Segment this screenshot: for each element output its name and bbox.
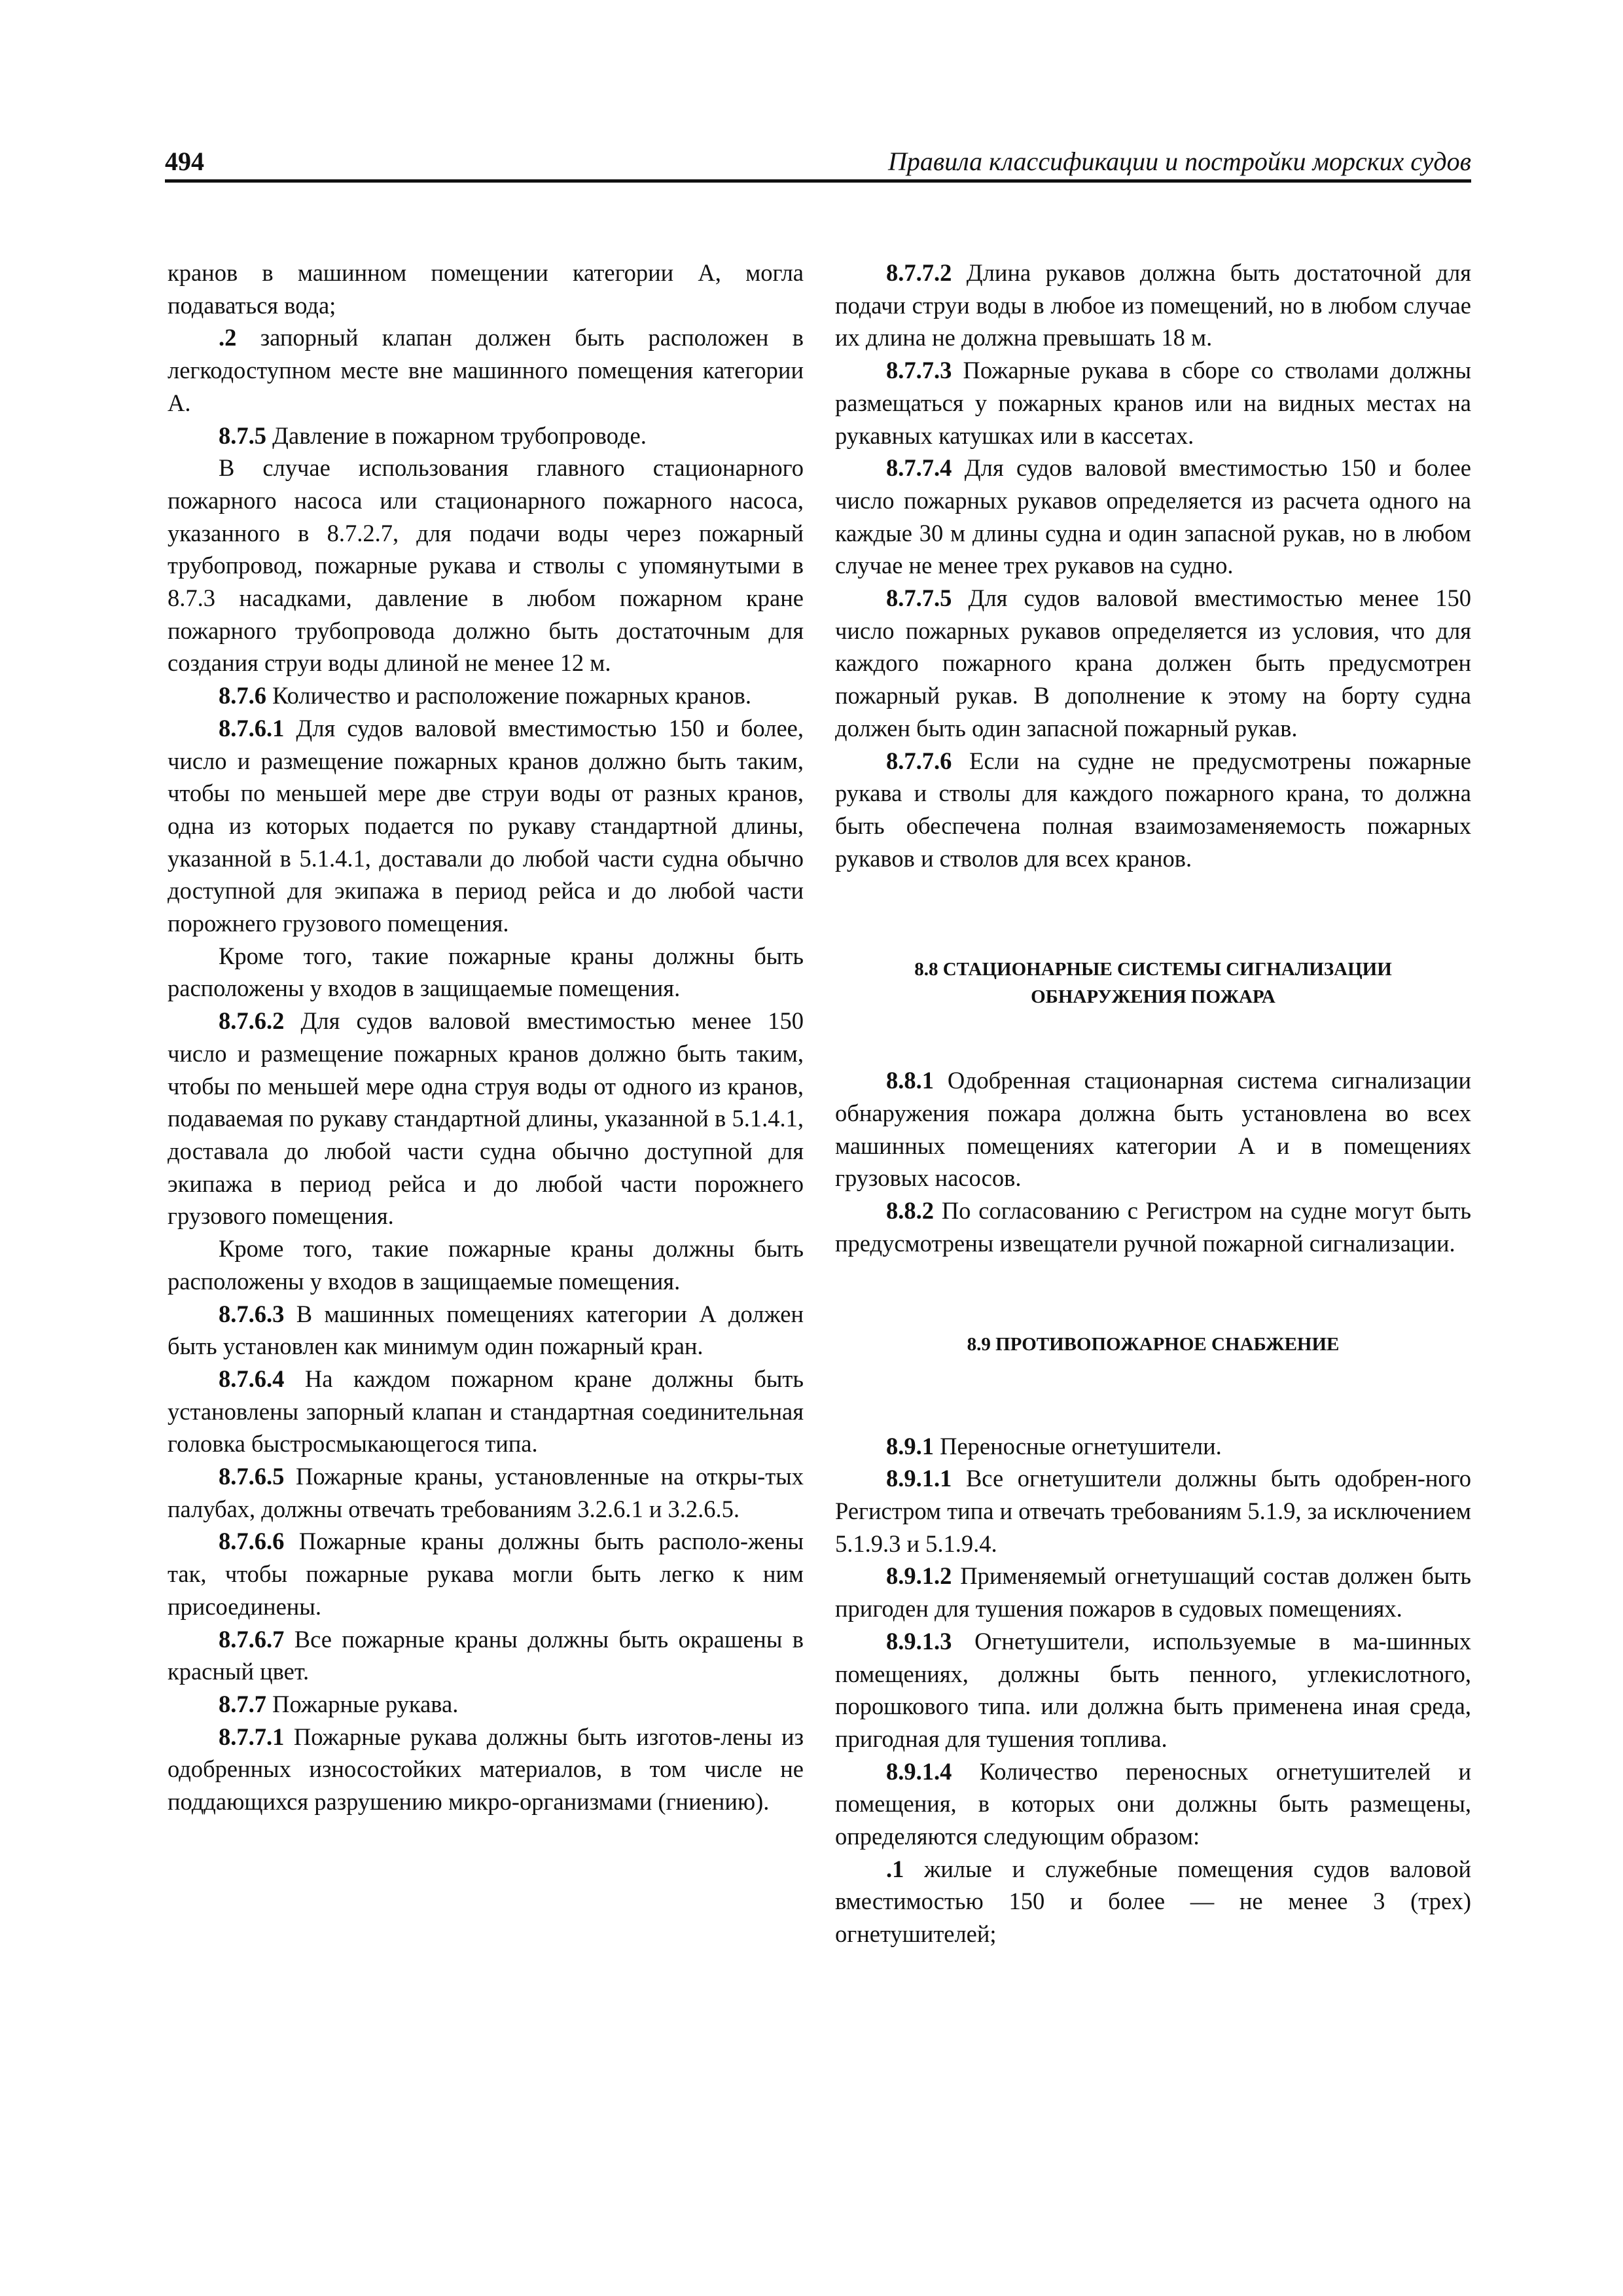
clause-number: 8.7.7.6 [886,747,952,774]
clause-number: 8.8.1 [886,1067,934,1094]
clause-number: 8.7.7.5 [886,584,952,612]
paragraph: 8.7.6.7 Все пожарные краны должны быть окрашены в красный цвет. [168,1625,804,1685]
paragraph: 8.7.6.5 Пожарные краны, установленные на откры-тых палубах, должны отвечать требованиям 3.2.6.1 и 3.2.6.5. [168,1463,804,1522]
paragraph: 8.7.7.2 Длина рукавов должна быть достаточной для подачи струи воды в любое из помещений, но в любом случае их длина не должна превышать 18 м. [835,259,1471,351]
clause-number: .1 [886,1855,904,1882]
clause-number: 8.9.1.1 [886,1465,952,1492]
clause-number: 8.7.7.3 [886,357,952,384]
clause-number: 8.9.1 [886,1432,934,1460]
paragraph: В случае использования главного стационарного пожарного насоса или стационарного пожарного насоса, указанного в 8.7.2.7, для подачи воды через пожарный трубопровод, пожарные рукава и стволы с упомянутыми в 8.7.3 насадками, давление в любом пожарном кране пожарного трубопровода должно быть достаточным для создания струи воды длиной не менее 12 м. [168,454,804,677]
paragraph: 8.9.1.1 Все огнетушители должны быть одобрен-ного Регистром типа и отвечать требованиям 5.1.9, за исключением 5.1.9.3 и 5.1.9.4. [835,1465,1471,1557]
paragraph: 8.7.7.3 Пожарные рукава в сборе со стволами должны размещаться у пожарных кранов или на видных местах на рукавных катушках или в кассетах. [835,357,1471,449]
paragraph: 8.7.7 Пожарные рукава. [219,1690,459,1717]
paragraph: 8.7.7.1 Пожарные рукава должны быть изготов-лены из одобренных износостойких материалов, в том числе не поддающихся разрушению микро-организмами (гниению). [168,1723,804,1816]
paragraph: 8.7.6.4 На каждом пожарном кране должны быть установлены запорный клапан и стандартная соединительная головка быстросмыкающегося типа. [168,1365,804,1458]
paragraph: 8.8.1 Одобренная стационарная система сигнализации обнаружения пожара должна быть установлена во всех машинных помещениях категории А и в помещениях грузовых насосов. [835,1067,1471,1192]
paragraph: 8.9.1.2 Применяемый огнетушащий состав должен быть пригоден для тушения пожаров в судовых помещениях. [835,1562,1471,1623]
clause-number: 8.7.6.3 [219,1300,285,1327]
clause-number: 8.7.6.6 [219,1528,285,1555]
section-heading-line: ОБНАРУЖЕНИЯ ПОЖАРА [1031,986,1275,1008]
paragraph: 8.9.1 Переносные огнетушители. [886,1432,1222,1460]
paragraph: Кроме того, такие пожарные краны должны быть расположены у входов в защищаемые помещения. [168,1235,804,1295]
right-column [835,257,1471,1950]
paragraph: 8.7.7.5 Для судов валовой вместимостью менее 150 число пожарных рукавов определяется из условия, что для каждого пожарного крана должен быть предусмотрен пожарный рукав. В дополнение к этому на борту судна должен быть один запасной пожарный рукав. [835,584,1471,742]
spacer [835,1358,1471,1430]
paragraph: 8.7.6.2 Для судов валовой вместимостью менее 150 число и размещение пожарных кранов должно быть таким, чтобы по меньшей мере одна струя воды от одного из кранов, подаваемая по рукаву стандартной длины, указанной в 5.1.4.1, доставала до любой части судна обычно доступной для экипажа в период рейса и до любой части порожнего грузового помещения. [168,1007,804,1230]
page-header [165,145,1471,183]
paragraph: .1 жилые и служебные помещения судов валовой вместимостью 150 и более — не менее 3 (трех) огнетушителей; [835,1855,1471,1948]
paragraph: Кроме того, такие пожарные краны должны быть расположены у входов в защищаемые помещения. [168,942,804,1002]
paragraph: 8.7.6.3 В машинных помещениях категории А должен быть установлен как минимум один пожарный кран. [168,1300,804,1360]
paragraph: кранов в машинном помещении категории А, могла подаваться вода; [168,259,804,319]
clause-number: 8.7.6.2 [219,1007,285,1035]
spacer [835,1011,1471,1064]
paragraph: 8.9.1.3 Огнетушители, используемые в ма-шинных помещениях, должны быть пенного, углекислотного, порошкового типа. или должна быть применена иная среда, пригодная для тушения топлива. [835,1627,1471,1752]
clause-number: 8.7.7.2 [886,259,952,286]
clause-number: .2 [219,324,237,351]
left-column [168,257,804,1818]
clause-number: 8.7.6.5 [219,1463,285,1490]
clause-number: 8.7.7.4 [886,454,952,482]
paragraph: .2 запорный клапан должен быть расположен в легкодоступном месте вне машинного помещения категории А. [168,324,804,416]
paragraph: 8.7.7.6 Если на судне не предусмотрены пожарные рукава и стволы для каждого пожарного крана, то должна быть обеспечена полная взаимозаменяемость пожарных рукавов и стволов для всех кранов. [835,747,1471,872]
clause-number: 8.7.6.1 [219,714,285,742]
clause-number: 8.9.1.4 [886,1757,952,1785]
clause-number: 8.7.7 [219,1690,266,1717]
paragraph: 8.7.5 Давление в пожарном трубопроводе. [219,422,647,449]
clause-number: 8.8.2 [886,1197,934,1225]
clause-number: 8.9.1.3 [886,1627,952,1655]
running-title: Правила классификации и постройки морских судов [887,147,1471,176]
clause-number: 8.7.5 [219,422,266,449]
section-heading-8-9: 8.9 ПРОТИВОПОЖАРНОЕ СНАБЖЕНИЕ [967,1333,1340,1355]
clause-number: 8.7.6.7 [219,1625,285,1653]
paragraph: 8.7.6 Количество и расположение пожарных кранов. [219,682,751,709]
paragraph: 8.7.6.1 Для судов валовой вместимостью 150 и более, число и размещение пожарных кранов должно быть таким, чтобы по меньшей мере две струи воды от разных кранов, одна из которых подается по рукаву стандартной длины, указанной в 5.1.4.1, доставали до любой части судна обычно доступной для экипажа в период рейса и до любой части порожнего грузового помещения. [168,714,804,937]
page-number: 494 [165,147,204,176]
clause-number: 8.7.6.4 [219,1365,285,1392]
paragraph: 8.7.7.4 Для судов валовой вместимостью 150 и более число пожарных рукавов определяется из расчета одного на каждые 30 м длины судна и один запасной рукав, но в любом случае не менее трех рукавов на судно. [835,454,1471,579]
section-heading-8-8 [835,956,1471,1011]
spacer [835,1260,1471,1331]
paragraph: 8.9.1.4 Количество переносных огнетушителей и помещения, в которых они должны быть размещены, определяются следующим образом: [835,1757,1471,1850]
paragraph: 8.7.6.6 Пожарные краны должны быть располо-жены так, чтобы пожарные рукава могли быть легко к ним присоединены. [168,1528,804,1620]
clause-number: 8.7.6 [219,682,266,709]
clause-number: 8.9.1.2 [886,1562,952,1590]
spacer [835,874,1471,956]
clause-number: 8.7.7.1 [219,1723,285,1750]
paragraph: 8.8.2 По согласованию с Регистром на судне могут быть предусмотрены извещатели ручной пожарной сигнализации. [835,1197,1471,1257]
section-heading-line: 8.8 СТАЦИОНАРНЫЕ СИСТЕМЫ СИГНАЛИЗАЦИИ [914,959,1392,980]
